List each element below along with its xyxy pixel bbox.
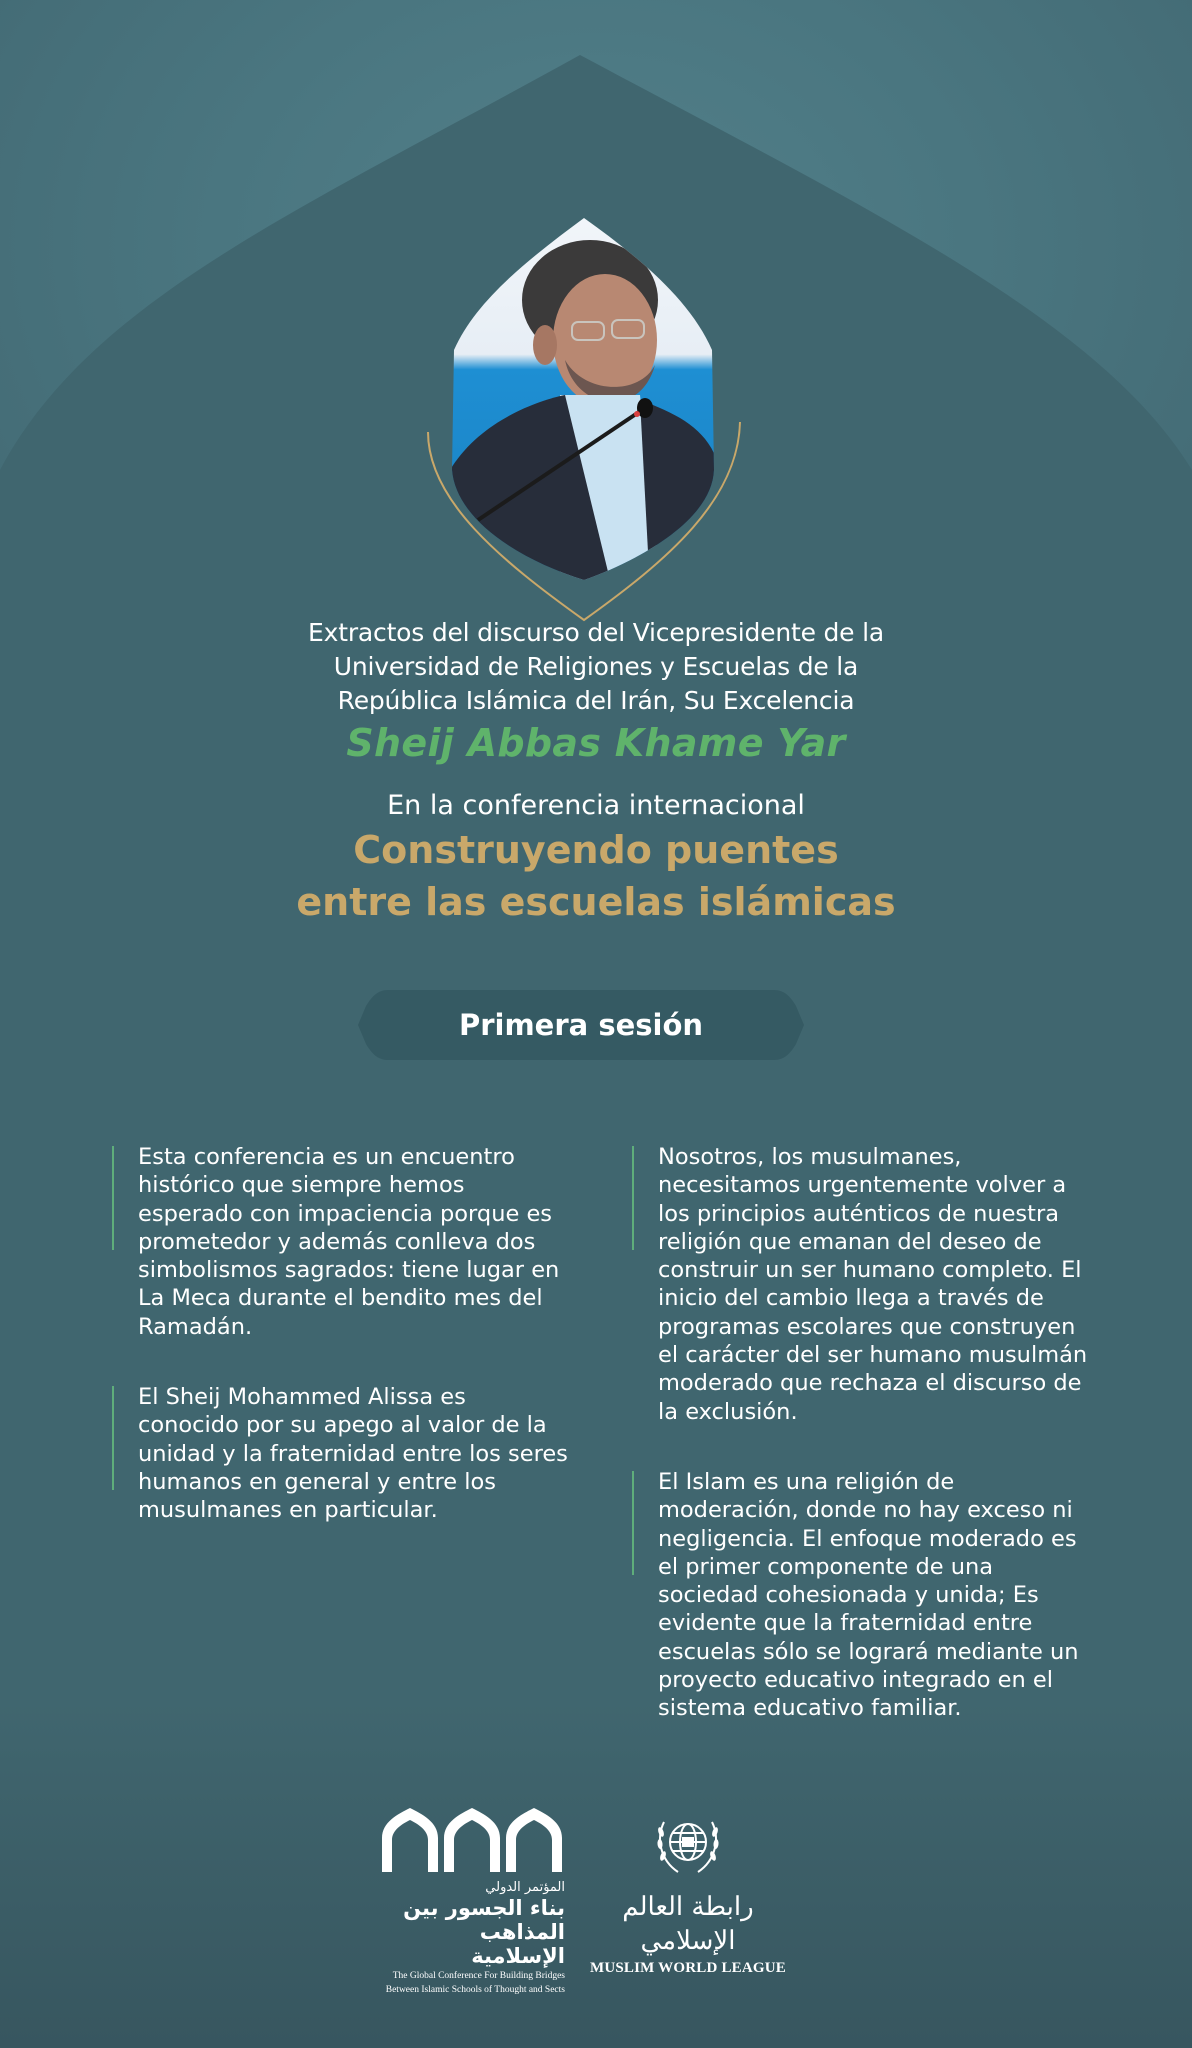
quotes-left-column <box>112 1143 572 1567</box>
bridges-conference-logo <box>380 1808 565 1996</box>
three-arches-icon <box>380 1808 565 1872</box>
quote-text: El Islam es una religión de moderación, donde no hay exceso ni negligencia. El enfoque moderado es el primer componente de una sociedad cohesionada y unida; Es evidente que la fraternidad entre escuelas sólo se logrará mediante un proyecto educativo integrado en el sistema educativo familiar. <box>658 1468 1079 1722</box>
intro-line: Universidad de Religiones y Escuelas de la <box>333 652 859 681</box>
conference-title-line: Construyendo puentes <box>353 828 839 872</box>
quote-text: Esta conferencia es un encuentro histórico que siempre hemos esperado con impaciencia porque es prometedor y además conlleva dos simbolismos sagrados: tiene lugar en La Meca durante el bendito mes del Ramadán. <box>138 1144 560 1340</box>
quote-bar <box>112 1386 114 1490</box>
bridges-en-line1: The Global Conference For Building Bridges <box>392 1971 565 1981</box>
quote-paragraph <box>632 1468 1092 1723</box>
bridges-en-line2: Between Islamic Schools of Thought and Sects <box>385 1985 565 1995</box>
intro-line: República Islámica del Irán, Su Excelencia <box>337 686 855 715</box>
mwl-english-name: MUSLIM WORLD LEAGUE <box>589 1960 787 1976</box>
quote-paragraph <box>112 1383 572 1524</box>
quote-paragraph <box>112 1143 572 1341</box>
footer-logos <box>380 1808 800 1995</box>
speaker-name: Sheij Abbas Khame Yar <box>346 721 846 765</box>
quote-bar <box>632 1471 634 1575</box>
bridges-ar-line1: بناء الجسور بين <box>403 1896 565 1920</box>
globe-wreath-icon <box>652 1808 724 1880</box>
speaker-photo-frame <box>0 0 1192 700</box>
quote-text: Nosotros, los musulmanes, necesitamos urgentemente volver a los principios auténticos de nuestra religión que emanan del deseo de construir un ser humano completo. El inicio del cambio llega a través de programas escolares que construyen el carácter del ser humano musulmán moderado que rechaza el discurso de la exclusión. <box>658 1144 1088 1425</box>
bridges-ar-line2: المذاهب الإسلامية <box>471 1920 565 1968</box>
session-label: Primera sesión <box>458 1008 704 1042</box>
quote-bar <box>112 1146 114 1250</box>
conference-prefix: En la conferencia internacional <box>387 790 805 821</box>
session-badge <box>358 990 804 1060</box>
quote-paragraph <box>632 1143 1092 1426</box>
conference-title-line: entre las escuelas islámicas <box>296 880 896 924</box>
mwl-arabic-name: رابطة العالم الإسلامي <box>622 1892 754 1956</box>
quote-bar <box>632 1146 634 1250</box>
bridges-ar-small: المؤتمر الدولي <box>485 1880 565 1895</box>
muslim-world-league-logo <box>588 1808 788 1977</box>
quote-text: El Sheij Mohammed Alissa es conocido por su apego al valor de la unidad y la fraternidad entre los seres humanos en general y entre los musulmanes en particular. <box>138 1384 568 1524</box>
quotes-right-column <box>632 1143 1092 1765</box>
speaker-photo <box>0 0 1192 700</box>
intro-line: Extractos del discurso del Vicepresidente de la <box>308 618 884 647</box>
intro-block <box>0 616 1192 928</box>
